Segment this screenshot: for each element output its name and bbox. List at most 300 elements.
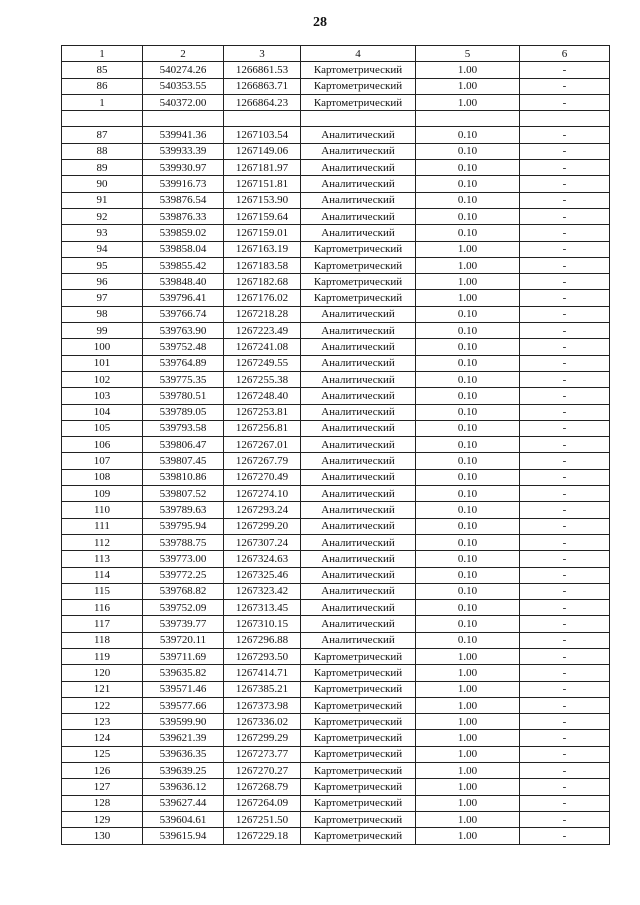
table-row (62, 828, 610, 844)
table-cell: 1267270.27 (224, 763, 301, 779)
table-cell: 539577.66 (143, 697, 224, 713)
table-cell: 539720.11 (143, 632, 224, 648)
table-cell: - (520, 143, 610, 159)
table-row (62, 583, 610, 599)
table-row (62, 551, 610, 567)
table-cell: 1267324.63 (224, 551, 301, 567)
table-cell: 1267323.42 (224, 583, 301, 599)
table-cell: 118 (62, 632, 143, 648)
table-cell: 540353.55 (143, 78, 224, 94)
table-cell: 1267296.88 (224, 632, 301, 648)
column-header: 1 (62, 46, 143, 62)
table-cell: 93 (62, 225, 143, 241)
table-cell: Аналитический (301, 192, 416, 208)
table-cell: 1267325.46 (224, 567, 301, 583)
table-cell: Картометрический (301, 763, 416, 779)
table-cell: 539599.90 (143, 714, 224, 730)
table-cell: - (520, 697, 610, 713)
table-cell: 1 (62, 94, 143, 110)
table-cell: 86 (62, 78, 143, 94)
table-row (62, 388, 610, 404)
table-cell: 1.00 (416, 665, 520, 681)
table-cell: 1.00 (416, 241, 520, 257)
table-cell: 539795.94 (143, 518, 224, 534)
column-header: 3 (224, 46, 301, 62)
table-cell (520, 111, 610, 127)
table-row (62, 176, 610, 192)
table-cell: 1266861.53 (224, 62, 301, 78)
table-cell: 1267153.90 (224, 192, 301, 208)
table-cell: Аналитический (301, 127, 416, 143)
table-cell: - (520, 632, 610, 648)
table-cell: 1267151.81 (224, 176, 301, 192)
table-cell: 1267163.19 (224, 241, 301, 257)
table-cell: Аналитический (301, 600, 416, 616)
table-cell: 539768.82 (143, 583, 224, 599)
table-cell: - (520, 453, 610, 469)
table-cell: Аналитический (301, 388, 416, 404)
table-cell: 106 (62, 437, 143, 453)
table-cell: - (520, 648, 610, 664)
table-cell: 105 (62, 420, 143, 436)
table-cell (301, 111, 416, 127)
table-cell: Аналитический (301, 534, 416, 550)
table-cell: - (520, 78, 610, 94)
table-cell: 539780.51 (143, 388, 224, 404)
table-cell: Картометрический (301, 648, 416, 664)
table-cell: 1267310.15 (224, 616, 301, 632)
table-cell: 0.10 (416, 453, 520, 469)
table-cell: Картометрический (301, 274, 416, 290)
table-cell: 1267182.68 (224, 274, 301, 290)
table-cell: 539930.97 (143, 160, 224, 176)
table-cell: 0.10 (416, 127, 520, 143)
table-cell: 539636.12 (143, 779, 224, 795)
table-cell: 1267256.81 (224, 420, 301, 436)
table-cell: Аналитический (301, 176, 416, 192)
table-cell: 92 (62, 208, 143, 224)
table-cell: - (520, 420, 610, 436)
table-cell: 539604.61 (143, 811, 224, 827)
table-cell: 539793.58 (143, 420, 224, 436)
table-cell: 100 (62, 339, 143, 355)
table-row (62, 486, 610, 502)
table-cell: 539806.47 (143, 437, 224, 453)
table-cell: 0.10 (416, 339, 520, 355)
table-cell: 1267274.10 (224, 486, 301, 502)
table-cell: 1.00 (416, 78, 520, 94)
table-cell: - (520, 257, 610, 273)
table-cell: 108 (62, 469, 143, 485)
table-cell: - (520, 828, 610, 844)
table-cell: 539711.69 (143, 648, 224, 664)
table-row (62, 714, 610, 730)
table-cell: - (520, 714, 610, 730)
column-header: 6 (520, 46, 610, 62)
table-cell: 1267218.28 (224, 306, 301, 322)
table-row (62, 290, 610, 306)
table-cell: - (520, 160, 610, 176)
table-cell: 1267248.40 (224, 388, 301, 404)
table-cell: 0.10 (416, 567, 520, 583)
table-cell: 107 (62, 453, 143, 469)
table-cell: - (520, 176, 610, 192)
table-cell: - (520, 355, 610, 371)
table-cell: - (520, 274, 610, 290)
table-cell: - (520, 583, 610, 599)
table-header-row (62, 46, 610, 62)
table-row (62, 404, 610, 420)
table-cell: - (520, 225, 610, 241)
table-cell: 103 (62, 388, 143, 404)
table-cell: 1267223.49 (224, 323, 301, 339)
table-cell: Картометрический (301, 746, 416, 762)
table-cell (62, 111, 143, 127)
table-row (62, 469, 610, 485)
table-cell: Аналитический (301, 502, 416, 518)
table-cell: 539796.41 (143, 290, 224, 306)
table-cell: 0.10 (416, 404, 520, 420)
table-cell: 0.10 (416, 518, 520, 534)
table-cell: Картометрический (301, 779, 416, 795)
table-cell: 1267293.50 (224, 648, 301, 664)
table-cell: - (520, 779, 610, 795)
table-cell: 0.10 (416, 420, 520, 436)
table-cell: Аналитический (301, 339, 416, 355)
table-cell: 0.10 (416, 486, 520, 502)
table-row (62, 371, 610, 387)
table-cell: 1267255.38 (224, 371, 301, 387)
table-cell: 539773.00 (143, 551, 224, 567)
table-cell: - (520, 795, 610, 811)
table-row (62, 730, 610, 746)
table-cell: 0.10 (416, 534, 520, 550)
table-cell: 539858.04 (143, 241, 224, 257)
table-cell: 0.10 (416, 306, 520, 322)
table-row (62, 241, 610, 257)
table-cell: 539763.90 (143, 323, 224, 339)
table-row (62, 62, 610, 78)
table-cell: - (520, 192, 610, 208)
table-row (62, 355, 610, 371)
table-cell: Аналитический (301, 486, 416, 502)
table-cell: - (520, 371, 610, 387)
table-row (62, 94, 610, 110)
table-cell: 112 (62, 534, 143, 550)
table-cell: 87 (62, 127, 143, 143)
table-cell: 1.00 (416, 274, 520, 290)
table-cell: 90 (62, 176, 143, 192)
table-cell: 119 (62, 648, 143, 664)
table-cell: - (520, 763, 610, 779)
table-cell: 1267149.06 (224, 143, 301, 159)
table-cell: Аналитический (301, 518, 416, 534)
table-row (62, 192, 610, 208)
table-cell: 539772.25 (143, 567, 224, 583)
table-cell: 130 (62, 828, 143, 844)
table-cell: Аналитический (301, 404, 416, 420)
table-row (62, 306, 610, 322)
table-cell: 1267251.50 (224, 811, 301, 827)
table-cell: - (520, 811, 610, 827)
table-cell: - (520, 62, 610, 78)
table-cell: 1267268.79 (224, 779, 301, 795)
table-cell: 1.00 (416, 697, 520, 713)
table-cell: - (520, 746, 610, 762)
table-row (62, 225, 610, 241)
table-cell: - (520, 306, 610, 322)
table-row (62, 665, 610, 681)
table-cell: 539621.39 (143, 730, 224, 746)
table-cell: 123 (62, 714, 143, 730)
table-cell: 539859.02 (143, 225, 224, 241)
table-row (62, 600, 610, 616)
table-cell: - (520, 600, 610, 616)
table-cell: Аналитический (301, 208, 416, 224)
table-cell: 1267241.08 (224, 339, 301, 355)
table-cell (416, 111, 520, 127)
table-cell: 1267253.81 (224, 404, 301, 420)
table-cell: Аналитический (301, 583, 416, 599)
table-cell: 109 (62, 486, 143, 502)
table-row (62, 616, 610, 632)
table-cell: 1267273.77 (224, 746, 301, 762)
table-cell: Аналитический (301, 616, 416, 632)
table-cell: 0.10 (416, 616, 520, 632)
table-row (62, 323, 610, 339)
table-cell: Картометрический (301, 730, 416, 746)
table-row (62, 111, 610, 127)
table-cell: 0.10 (416, 469, 520, 485)
table-cell: - (520, 437, 610, 453)
table-cell: 1.00 (416, 779, 520, 795)
table-cell: 1267159.01 (224, 225, 301, 241)
table-row (62, 795, 610, 811)
table-cell: 539941.36 (143, 127, 224, 143)
table-row (62, 143, 610, 159)
table-cell: 121 (62, 681, 143, 697)
table-cell: Картометрический (301, 62, 416, 78)
table-row (62, 437, 610, 453)
table-cell: 1267313.45 (224, 600, 301, 616)
table-cell: 1267249.55 (224, 355, 301, 371)
table-cell: Картометрический (301, 257, 416, 273)
table-cell: 116 (62, 600, 143, 616)
table-row (62, 208, 610, 224)
table-cell: 120 (62, 665, 143, 681)
table-cell: 539766.74 (143, 306, 224, 322)
table-cell: 1.00 (416, 62, 520, 78)
table-cell: Картометрический (301, 241, 416, 257)
table-cell: 113 (62, 551, 143, 567)
table-cell: 539635.82 (143, 665, 224, 681)
table-cell (224, 111, 301, 127)
table-cell: 127 (62, 779, 143, 795)
table-cell: 1267229.18 (224, 828, 301, 844)
table-cell: Аналитический (301, 437, 416, 453)
table-row (62, 567, 610, 583)
table-cell: Картометрический (301, 94, 416, 110)
table-cell: 1267183.58 (224, 257, 301, 273)
table-cell: - (520, 681, 610, 697)
table-cell: 540274.26 (143, 62, 224, 78)
table-cell: 104 (62, 404, 143, 420)
table-cell: - (520, 323, 610, 339)
table-row (62, 681, 610, 697)
table-cell: 539789.63 (143, 502, 224, 518)
table-cell: 0.10 (416, 388, 520, 404)
column-header: 5 (416, 46, 520, 62)
table-cell: Аналитический (301, 453, 416, 469)
table-cell: Аналитический (301, 632, 416, 648)
table-cell: - (520, 404, 610, 420)
table-row (62, 632, 610, 648)
table-cell: 0.10 (416, 160, 520, 176)
table-cell: 1267385.21 (224, 681, 301, 697)
table-cell: Картометрический (301, 681, 416, 697)
table-cell: 539764.89 (143, 355, 224, 371)
table-cell: 1267336.02 (224, 714, 301, 730)
table-cell: 1.00 (416, 714, 520, 730)
table-cell: 97 (62, 290, 143, 306)
table-cell: 95 (62, 257, 143, 273)
table-cell: - (520, 241, 610, 257)
table-cell: 539876.33 (143, 208, 224, 224)
table-cell: Аналитический (301, 225, 416, 241)
table-cell: Аналитический (301, 420, 416, 436)
table-cell: Аналитический (301, 160, 416, 176)
table-cell: 1267103.54 (224, 127, 301, 143)
table-cell: 1267299.20 (224, 518, 301, 534)
table-cell: 539752.09 (143, 600, 224, 616)
table-row (62, 453, 610, 469)
table-cell: 1267270.49 (224, 469, 301, 485)
table-cell: 88 (62, 143, 143, 159)
table-cell: 0.10 (416, 323, 520, 339)
table-row (62, 127, 610, 143)
table-cell: Аналитический (301, 143, 416, 159)
page-number: 28 (313, 15, 327, 30)
table-cell: 129 (62, 811, 143, 827)
table-cell: 539775.35 (143, 371, 224, 387)
column-header: 2 (143, 46, 224, 62)
table-cell: 539876.54 (143, 192, 224, 208)
table-cell: 540372.00 (143, 94, 224, 110)
table-cell: Аналитический (301, 371, 416, 387)
table-cell: 0.10 (416, 437, 520, 453)
table-cell: 1267159.64 (224, 208, 301, 224)
table-row (62, 339, 610, 355)
table-cell: 1.00 (416, 648, 520, 664)
table-cell: Картометрический (301, 665, 416, 681)
table-cell: - (520, 290, 610, 306)
table-cell: 0.10 (416, 600, 520, 616)
table-cell: 0.10 (416, 583, 520, 599)
table-cell: 539639.25 (143, 763, 224, 779)
table-cell: 0.10 (416, 502, 520, 518)
table-cell: 85 (62, 62, 143, 78)
table-cell: 539789.05 (143, 404, 224, 420)
table-cell: 99 (62, 323, 143, 339)
table-cell: - (520, 502, 610, 518)
table-row (62, 257, 610, 273)
table-cell: 114 (62, 567, 143, 583)
table-cell: 0.10 (416, 355, 520, 371)
table-cell: Картометрический (301, 78, 416, 94)
table-body (62, 62, 610, 844)
table-cell: - (520, 534, 610, 550)
table-row (62, 811, 610, 827)
table-cell: 539807.52 (143, 486, 224, 502)
table-cell: 0.10 (416, 192, 520, 208)
table-cell: 1267293.24 (224, 502, 301, 518)
table-cell: Аналитический (301, 355, 416, 371)
table-cell: Аналитический (301, 567, 416, 583)
table-cell: - (520, 567, 610, 583)
table-cell: 1267373.98 (224, 697, 301, 713)
table-cell: 539807.45 (143, 453, 224, 469)
table-cell: 1266863.71 (224, 78, 301, 94)
table-row (62, 746, 610, 762)
table-cell: 1267267.79 (224, 453, 301, 469)
table-cell: 539848.40 (143, 274, 224, 290)
table-cell: 539752.48 (143, 339, 224, 355)
table-cell: 1.00 (416, 681, 520, 697)
table-cell: 0.10 (416, 176, 520, 192)
table-cell: 539636.35 (143, 746, 224, 762)
table-cell: - (520, 339, 610, 355)
table-cell: 102 (62, 371, 143, 387)
table-cell: 539933.39 (143, 143, 224, 159)
table-cell: 1.00 (416, 94, 520, 110)
column-header: 4 (301, 46, 416, 62)
table-cell: 539627.44 (143, 795, 224, 811)
table-cell: 0.10 (416, 371, 520, 387)
table-cell: 1267264.09 (224, 795, 301, 811)
table-cell: 539810.86 (143, 469, 224, 485)
table-cell: Аналитический (301, 306, 416, 322)
coordinates-table (61, 45, 610, 845)
table-cell: 1.00 (416, 730, 520, 746)
table-cell: 94 (62, 241, 143, 257)
table-cell: 126 (62, 763, 143, 779)
table-cell: 1267414.71 (224, 665, 301, 681)
table-cell: - (520, 469, 610, 485)
table-cell: 0.10 (416, 225, 520, 241)
table-cell (143, 111, 224, 127)
table-cell: 539739.77 (143, 616, 224, 632)
table-cell: 539615.94 (143, 828, 224, 844)
table-cell: - (520, 94, 610, 110)
table-cell: 0.10 (416, 208, 520, 224)
table-row (62, 763, 610, 779)
table-cell: - (520, 486, 610, 502)
table-cell: 1.00 (416, 828, 520, 844)
table-cell: 1267299.29 (224, 730, 301, 746)
table-cell: - (520, 551, 610, 567)
table-cell: 128 (62, 795, 143, 811)
table-cell: 0.10 (416, 143, 520, 159)
table-cell: - (520, 730, 610, 746)
table-cell: 1266864.23 (224, 94, 301, 110)
table-cell: 101 (62, 355, 143, 371)
table-cell: Картометрический (301, 714, 416, 730)
table-cell: 96 (62, 274, 143, 290)
table-cell: 124 (62, 730, 143, 746)
table-row (62, 160, 610, 176)
table-cell: 122 (62, 697, 143, 713)
table-cell: 0.10 (416, 632, 520, 648)
